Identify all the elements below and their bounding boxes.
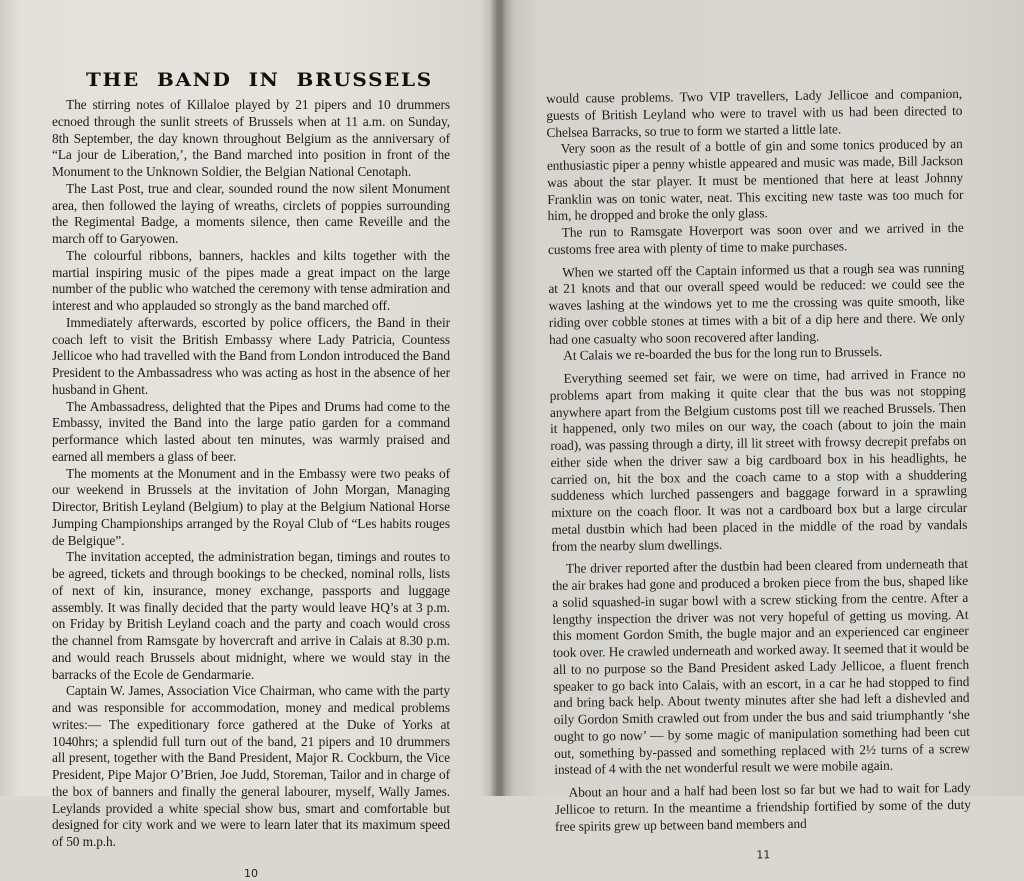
page-number: 11 — [756, 848, 771, 862]
paragraph: Immediately afterwards, escorted by police officers, the Band in their coach left to visit the British Embassy where Lady Patricia, Countess Jellicoe who had travelled with the Band from London introduced the Band President to the Ambassadress who was acting as host in the absence of her husband in Ghent. — [52, 314, 450, 397]
paragraph: would cause problems. Two VIP travellers, Lady Jellicoe and companion, guests of British Leyland who were to travel with us had been directed to Chelsea Barracks, so true to form we started a little late. — [546, 85, 963, 140]
paragraph: The Last Post, true and clear, sounded round the now silent Monument area, then followed the laying of wreaths, circlets of poppies surrounding the Regimental Badge, a moments silence, then came Reveille and the march off to Garyowen. — [52, 180, 450, 246]
paragraph: The moments at the Monument and in the Embassy were two peaks of our weekend in Brussels at the invitation of John Morgan, Managing Director, British Leyland (Belgium) to play at the Belgium National Horse Jumping Championships arranged by the Royal Club of “Les habits rouges de Belgique”. — [52, 465, 450, 548]
paragraph: Everything seemed set fair, we were on time, had arrived in France no problems apart from making it quite clear that the bus was not stopping anywhere apart from the Belgium customs post till we reached Brussels. Then it happened, only two miles on our way, the coach (about to join the main road), was passing through a dirty, ill lit street with frowsy decrepit prefabs on either side when the driver saw a big cardboard box in his headlights, he carried on, hit the box and the coach came to a stop with a shuddering suddeness which lurched passengers and baggage forward in a sprawling mixture on the coach floor. It was not a cardboard box but a large circular metal dustbin which had been placed in the middle of the road by vandals from the nearby slum dwellings. — [549, 365, 968, 554]
paragraph: When we started off the Captain informed us that a rough sea was running at 21 knots and that our overall speed would be reduced: we could see the waves lashing at the windows yet to me the crossing was quite smooth, like riding over cobble stones at times with a bit of a dip here and there. We only had one casualty who soon recovered after landing. — [548, 259, 965, 347]
book-spine — [490, 0, 506, 796]
paragraph: The colourful ribbons, banners, hackles and kilts together with the martial inspiring music of the pipes made a great impact on the large number of the public who watched the ceremony with tense admiration and interest and who applauded so strongly as the band marched off. — [52, 247, 450, 313]
paragraph: The run to Ramsgate Hoverport was soon over and we arrived in the customs free area with plenty of time to make purchases. — [547, 219, 964, 257]
paragraph: The Ambassadress, delighted that the Pipes and Drums had come to the Embassy, invited the Band into the large patio garden for a command performance which lasted about ten minutes, was warmly praised and earned all members a glass of beer. — [52, 398, 450, 464]
paragraph: Captain W. James, Association Vice Chairman, who came with the party and was responsible for accommodation, money and medical problems writes:— The expeditionary force gathered at the Duke of Yorks at 1040hrs; a splendid full turn out of the band, 21 pipers and 10 drummers all present, together with the Band President, Major R. Cockburn, the Vice President, Pipe Major O’Brien, Joe Judd, Storeman, Tailor and in charge of the box of banners and finally the general labourer, myself, Wally James. Leylands provided a white special show bus, smart and comfortable but designed for city work and we were to learn later that its maximum speed of 50 m.p.h. — [52, 683, 450, 849]
paragraph: About an hour and a half had been lost so far but we had to wait for Lady Jellicoe to return. In the meantime a friendship fortified by some of the duty free spirits grew up between band members and — [554, 779, 971, 834]
paragraph: The driver reported after the dustbin had been cleared from underneath that the air brakes had gone and produced a broken piece from the bus, shaped like a solid squashed-in sugar bowl with a screw sticking from the centre. After a lengthy inspection the driver was not very hopeful of getting us moving. At this moment Gordon Smith, the bugle major and an experienced car engineer took over. He crawled underneath and worked away. It seemed that it would be all to no purpose so the Band President asked Lady Jellicoe, a fluent french speaker to go back into Calais, with an escort, in a car he had stopped to find and bring back help. About twenty minutes after she had left a dishevled and oily Gordon Smith crawled out from under the bus and said triumphantly ‘she ought to go now’ — by some magic of manipulation something had been cut out, something by-passed and something replaced with 2½ turns of a screw instead of 4 with the net wonderful result we were mobile again. — [551, 556, 971, 778]
paragraph: The invitation accepted, the administration began, timings and routes to be agreed, tickets and through bookings to be checked, nominal rolls, lists of next of kin, insurance, money exchange, passports and luggage assembly. It was finally decided that the party would leave HQ’s at 3 p.m. on Friday by British Leyland coach and the party and coach would cross the channel from Ramsgate by hovercraft and arrive in Calais at 8.30 p.m. and would reach Brussels about midnight, where we would stay in the barracks of the Ecole de Gendarmarie. — [52, 549, 450, 682]
left-page-body — [52, 97, 450, 881]
right-page-body — [546, 86, 971, 865]
article-title: THE BAND IN BRUSSELS — [86, 69, 433, 91]
paragraph: The stirring notes of Killaloe played by 21 pipers and 10 drummers ecnoed through the sunlit streets of Brussels when at 11 a.m. on Sunday, 8th September, the day known throughout Belgium as the anniversary of “La jour de Liberation,’, the Band marched into position in front of the Monument to the Unknown Soldier, the Belgian National Cenotaph. — [52, 97, 450, 179]
paragraph: Very soon as the result of a bottle of gin and some tonics produced by an enthusiastic piper a penny whistle appeared and music was made, Bill Jackson was about the star player. It must be mentioned that here at least Johnny Franklin was on tonic water, neat. This exciting new taste was too much for him, he dropped and broke the only glass. — [546, 136, 964, 224]
page-number: 10 — [244, 866, 258, 880]
paragraph: At Calais we re-boarded the bus for the long run to Brussels. — [563, 344, 883, 364]
